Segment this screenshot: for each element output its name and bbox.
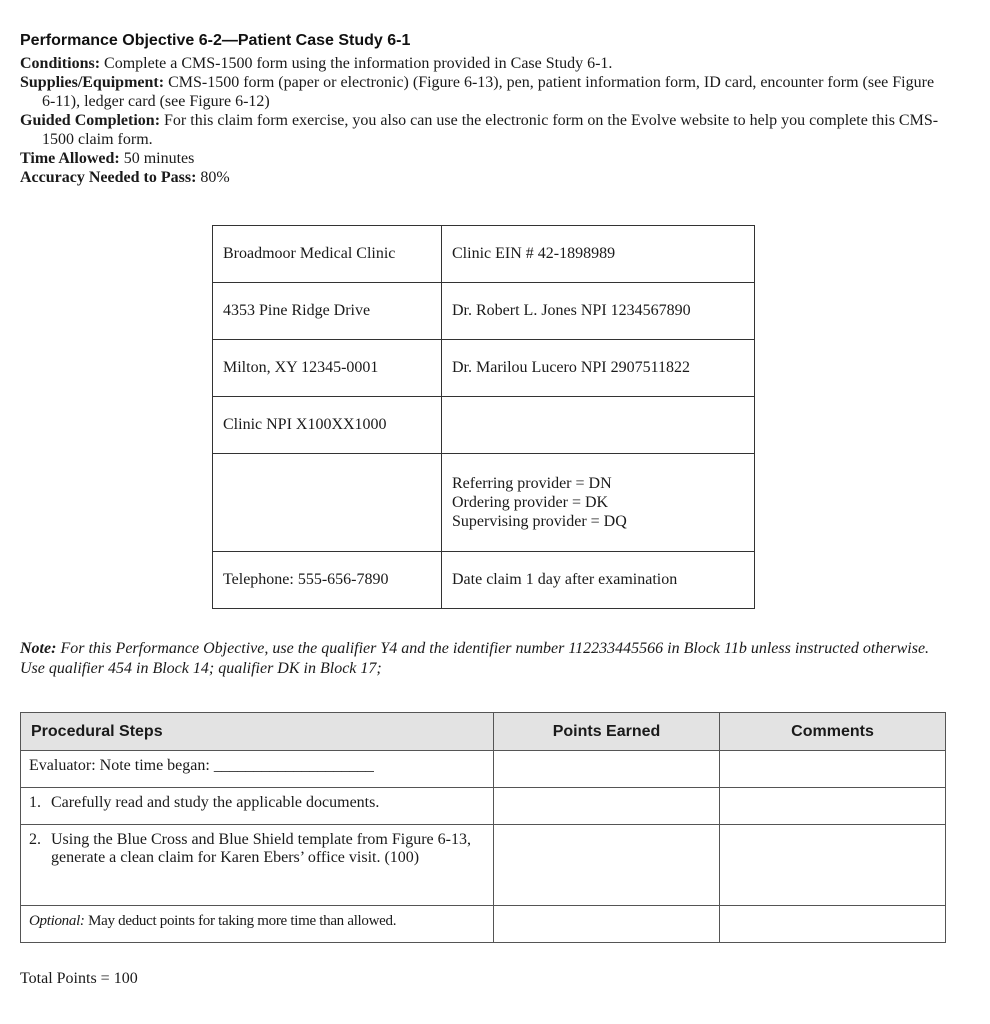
points-cell [494,751,720,788]
clinic-row [213,283,755,340]
clinic-cell: Telephone: 555-656-7890 [213,552,442,609]
clinic-row [213,397,755,454]
comments-cell [720,788,946,825]
clinic-cell: Clinic NPI X100XX1000 [213,397,442,454]
clinic-cell [442,397,755,454]
evaluator-step: Evaluator: Note time began: ____________________ [21,751,494,788]
table-row [21,751,946,788]
header-points-earned: Points Earned [494,713,720,751]
step-text: Using the Blue Cross and Blue Shield template from Figure 6-13, generate a clean claim for Karen Ebers’ office visit. (100) [51,831,471,866]
clinic-cell [213,454,442,552]
guided-completion-field [20,111,950,149]
procedural-steps-table [20,712,946,943]
optional-step [21,906,494,943]
table-row [21,788,946,825]
total-points: Total Points = 100 [20,970,138,987]
guided-completion-text: For this claim form exercise, you also can use the electronic form on the Evolve website to help you complete this CMS-1500 claim form. [42,112,939,148]
conditions-field [20,54,950,73]
clinic-cell: Milton, XY 12345-0001 [213,340,442,397]
page-title: Performance Objective 6-2—Patient Case Study 6-1 [20,32,411,49]
optional-text: May deduct points for taking more time than allowed. [88,913,397,929]
step-1 [21,788,494,825]
clinic-cell: Clinic EIN # 42-1898989 [442,226,755,283]
provider-qualifiers-cell [442,454,755,552]
accuracy-field [20,168,950,187]
note-label: Note: [20,640,57,657]
accuracy-text: 80% [200,169,230,186]
points-cell [494,906,720,943]
clinic-row [213,226,755,283]
accuracy-label: Accuracy Needed to Pass: [20,169,197,186]
provider-qualifier-line: Referring provider = DN [452,475,612,492]
optional-label: Optional: [29,913,85,929]
guided-completion-label: Guided Completion: [20,112,161,129]
points-cell [494,825,720,906]
points-cell [494,788,720,825]
comments-cell [720,751,946,788]
supplies-label: Supplies/Equipment: [20,74,165,91]
note-text: For this Performance Objective, use the qualifier Y4 and the identifier number 112233445566 in Block 11b unless instructed otherwise. Use qualifier 454 in Block 14; qualifier DK in Block 17; [20,640,930,677]
clinic-cell: Dr. Marilou Lucero NPI 2907511822 [442,340,755,397]
time-allowed-field [20,149,950,168]
step-number: 1. [29,794,41,811]
comments-cell [720,906,946,943]
clinic-cell: 4353 Pine Ridge Drive [213,283,442,340]
clinic-row [213,454,755,552]
table-row [21,825,946,906]
header-comments: Comments [720,713,946,751]
clinic-cell: Dr. Robert L. Jones NPI 1234567890 [442,283,755,340]
table-row [21,906,946,943]
time-allowed-text: 50 minutes [123,150,195,167]
instruction-note [20,639,955,679]
table-header-row [21,713,946,751]
step-number: 2. [29,831,41,848]
comments-cell [720,825,946,906]
provider-qualifier-line: Ordering provider = DK [452,494,609,511]
supplies-text: CMS-1500 form (paper or electronic) (Figure 6-13), pen, patient information form, ID card, encounter form (see Figure 6-11), ledger card (see Figure 6-12) [42,74,935,110]
clinic-cell: Broadmoor Medical Clinic [213,226,442,283]
supplies-field [20,73,950,111]
clinic-info-table [212,225,755,609]
step-text: Carefully read and study the applicable documents. [51,794,380,811]
provider-qualifier-line: Supervising provider = DQ [452,513,627,530]
step-2 [21,825,494,906]
header-procedural-steps: Procedural Steps [21,713,494,751]
performance-objective-page [20,32,950,987]
clinic-cell: Date claim 1 day after examination [442,552,755,609]
conditions-text: Complete a CMS-1500 form using the information provided in Case Study 6-1. [104,55,613,72]
time-allowed-label: Time Allowed: [20,150,120,167]
clinic-row [213,340,755,397]
conditions-label: Conditions: [20,55,101,72]
clinic-row [213,552,755,609]
